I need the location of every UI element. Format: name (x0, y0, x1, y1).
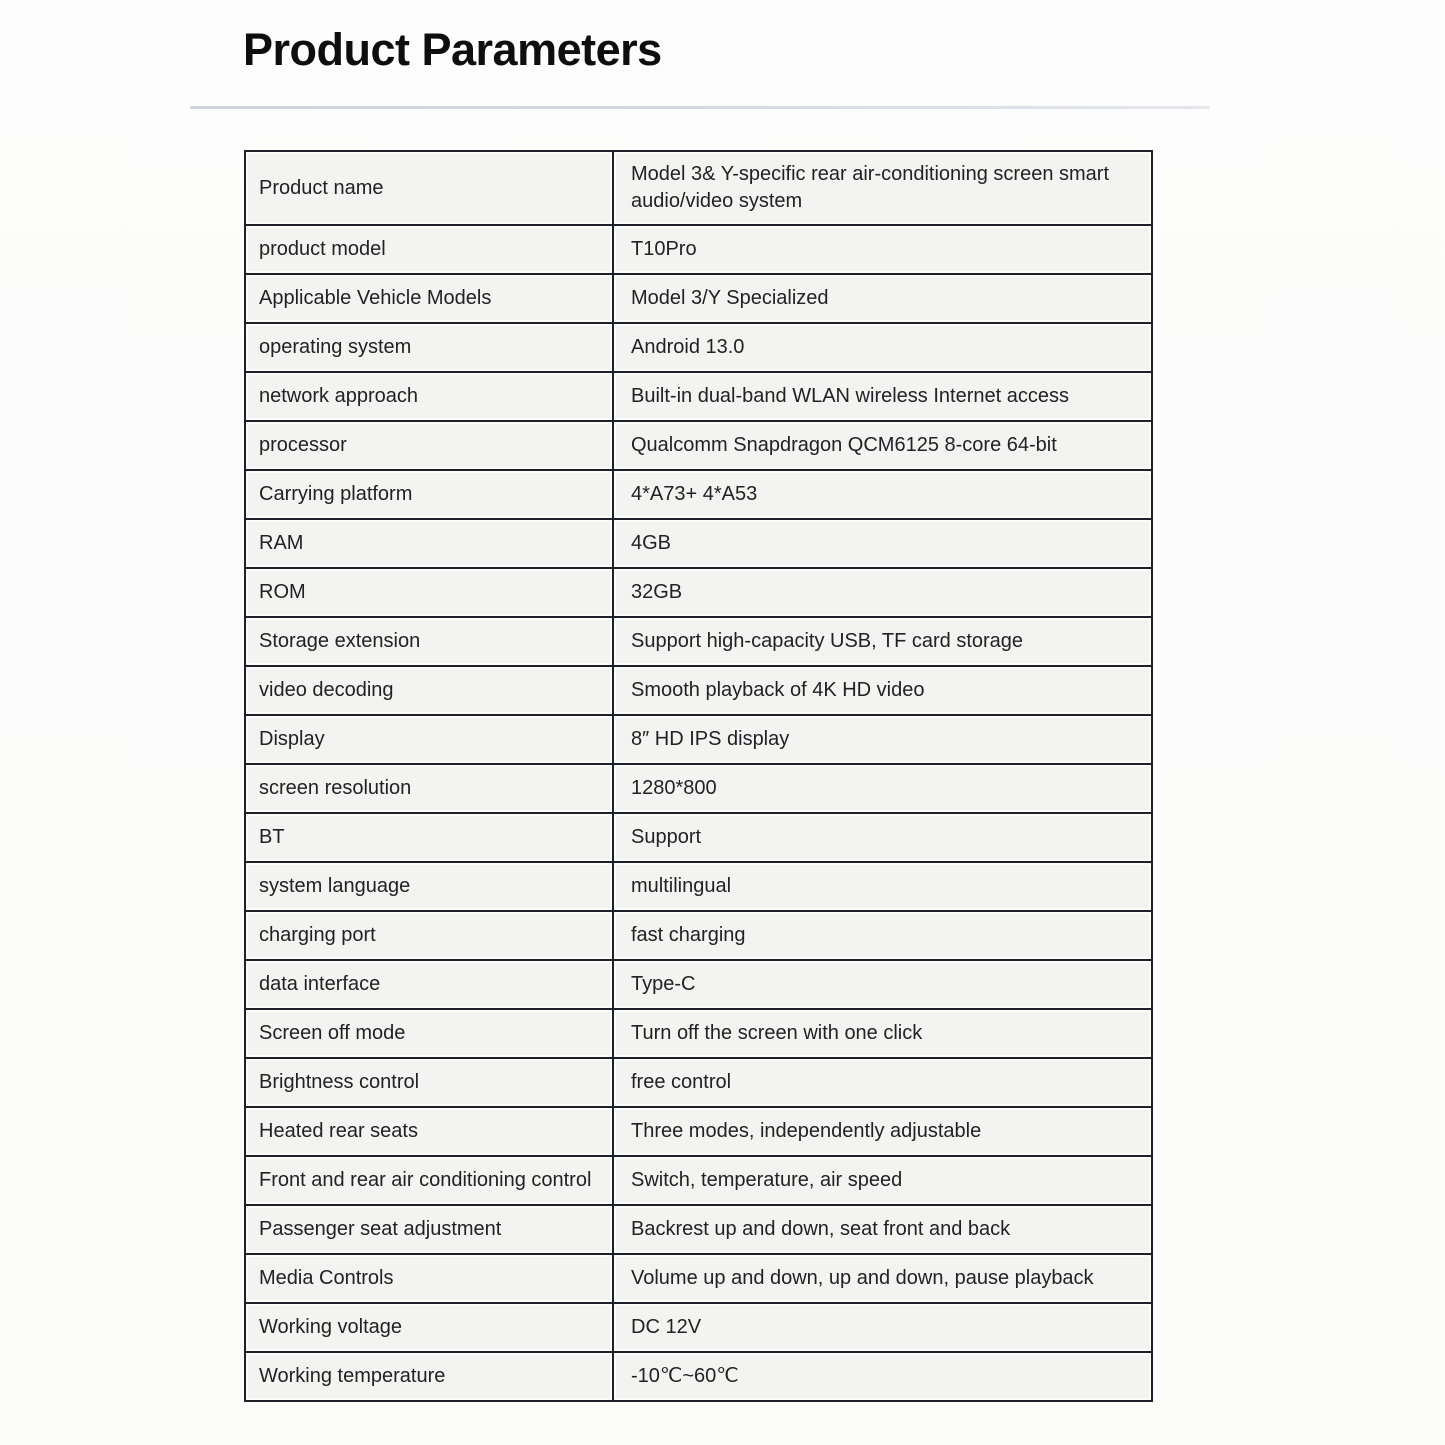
param-value: Built-in dual-band WLAN wireless Internet access (613, 372, 1152, 421)
page-title: Product Parameters (243, 24, 662, 75)
param-value: Android 13.0 (613, 323, 1152, 372)
param-value: Support high-capacity USB, TF card storage (613, 617, 1152, 666)
table-row (245, 813, 1152, 862)
param-name: Screen off mode (245, 1009, 613, 1058)
table-row (245, 666, 1152, 715)
param-value: Model 3& Y-specific rear air-conditioning screen smart audio/video system (613, 151, 1152, 225)
param-value: Model 3/Y Specialized (613, 274, 1152, 323)
table-row (245, 274, 1152, 323)
table-row (245, 519, 1152, 568)
param-value: Volume up and down, up and down, pause playback (613, 1254, 1152, 1303)
param-value: 4GB (613, 519, 1152, 568)
table-row (245, 715, 1152, 764)
table-row (245, 1303, 1152, 1352)
table-row (245, 1205, 1152, 1254)
param-value: Turn off the screen with one click (613, 1009, 1152, 1058)
table-row (245, 1009, 1152, 1058)
param-value: multilingual (613, 862, 1152, 911)
table-row (245, 960, 1152, 1009)
param-value: 8″ HD IPS display (613, 715, 1152, 764)
param-name: Heated rear seats (245, 1107, 613, 1156)
param-name: Brightness control (245, 1058, 613, 1107)
table-row (245, 568, 1152, 617)
param-value: Three modes, independently adjustable (613, 1107, 1152, 1156)
table-row (245, 225, 1152, 274)
param-name: data interface (245, 960, 613, 1009)
param-name: Storage extension (245, 617, 613, 666)
table-row (245, 323, 1152, 372)
table-row (245, 1156, 1152, 1205)
param-name: network approach (245, 372, 613, 421)
param-value: 4*A73+ 4*A53 (613, 470, 1152, 519)
param-name: Applicable Vehicle Models (245, 274, 613, 323)
param-name: product model (245, 225, 613, 274)
parameters-table (244, 150, 1153, 1402)
table-row (245, 764, 1152, 813)
param-name: charging port (245, 911, 613, 960)
table-row (245, 1058, 1152, 1107)
param-name: Front and rear air conditioning control (245, 1156, 613, 1205)
param-name: Display (245, 715, 613, 764)
param-name: operating system (245, 323, 613, 372)
param-name: Product name (245, 151, 613, 225)
param-value: Smooth playback of 4K HD video (613, 666, 1152, 715)
param-name: Carrying platform (245, 470, 613, 519)
param-value: Backrest up and down, seat front and back (613, 1205, 1152, 1254)
param-name: Media Controls (245, 1254, 613, 1303)
table-row (245, 372, 1152, 421)
param-name: screen resolution (245, 764, 613, 813)
param-name: system language (245, 862, 613, 911)
param-value: 1280*800 (613, 764, 1152, 813)
param-value: T10Pro (613, 225, 1152, 274)
param-value: -10℃~60℃ (613, 1352, 1152, 1401)
param-value: Qualcomm Snapdragon QCM6125 8-core 64-bit (613, 421, 1152, 470)
param-value: Support (613, 813, 1152, 862)
param-name: processor (245, 421, 613, 470)
param-name: ROM (245, 568, 613, 617)
param-name: RAM (245, 519, 613, 568)
table-row (245, 470, 1152, 519)
param-name: BT (245, 813, 613, 862)
table-row (245, 421, 1152, 470)
param-name: Working temperature (245, 1352, 613, 1401)
param-name: video decoding (245, 666, 613, 715)
table-row (245, 151, 1152, 225)
param-value: free control (613, 1058, 1152, 1107)
param-value: DC 12V (613, 1303, 1152, 1352)
parameters-table-body (245, 151, 1152, 1401)
table-row (245, 1107, 1152, 1156)
table-row (245, 911, 1152, 960)
param-name: Passenger seat adjustment (245, 1205, 613, 1254)
param-value: Type-C (613, 960, 1152, 1009)
table-row (245, 1254, 1152, 1303)
param-value: fast charging (613, 911, 1152, 960)
table-row (245, 617, 1152, 666)
title-divider (190, 106, 1210, 109)
param-value: 32GB (613, 568, 1152, 617)
table-row (245, 1352, 1152, 1401)
param-value: Switch, temperature, air speed (613, 1156, 1152, 1205)
param-name: Working voltage (245, 1303, 613, 1352)
table-row (245, 862, 1152, 911)
